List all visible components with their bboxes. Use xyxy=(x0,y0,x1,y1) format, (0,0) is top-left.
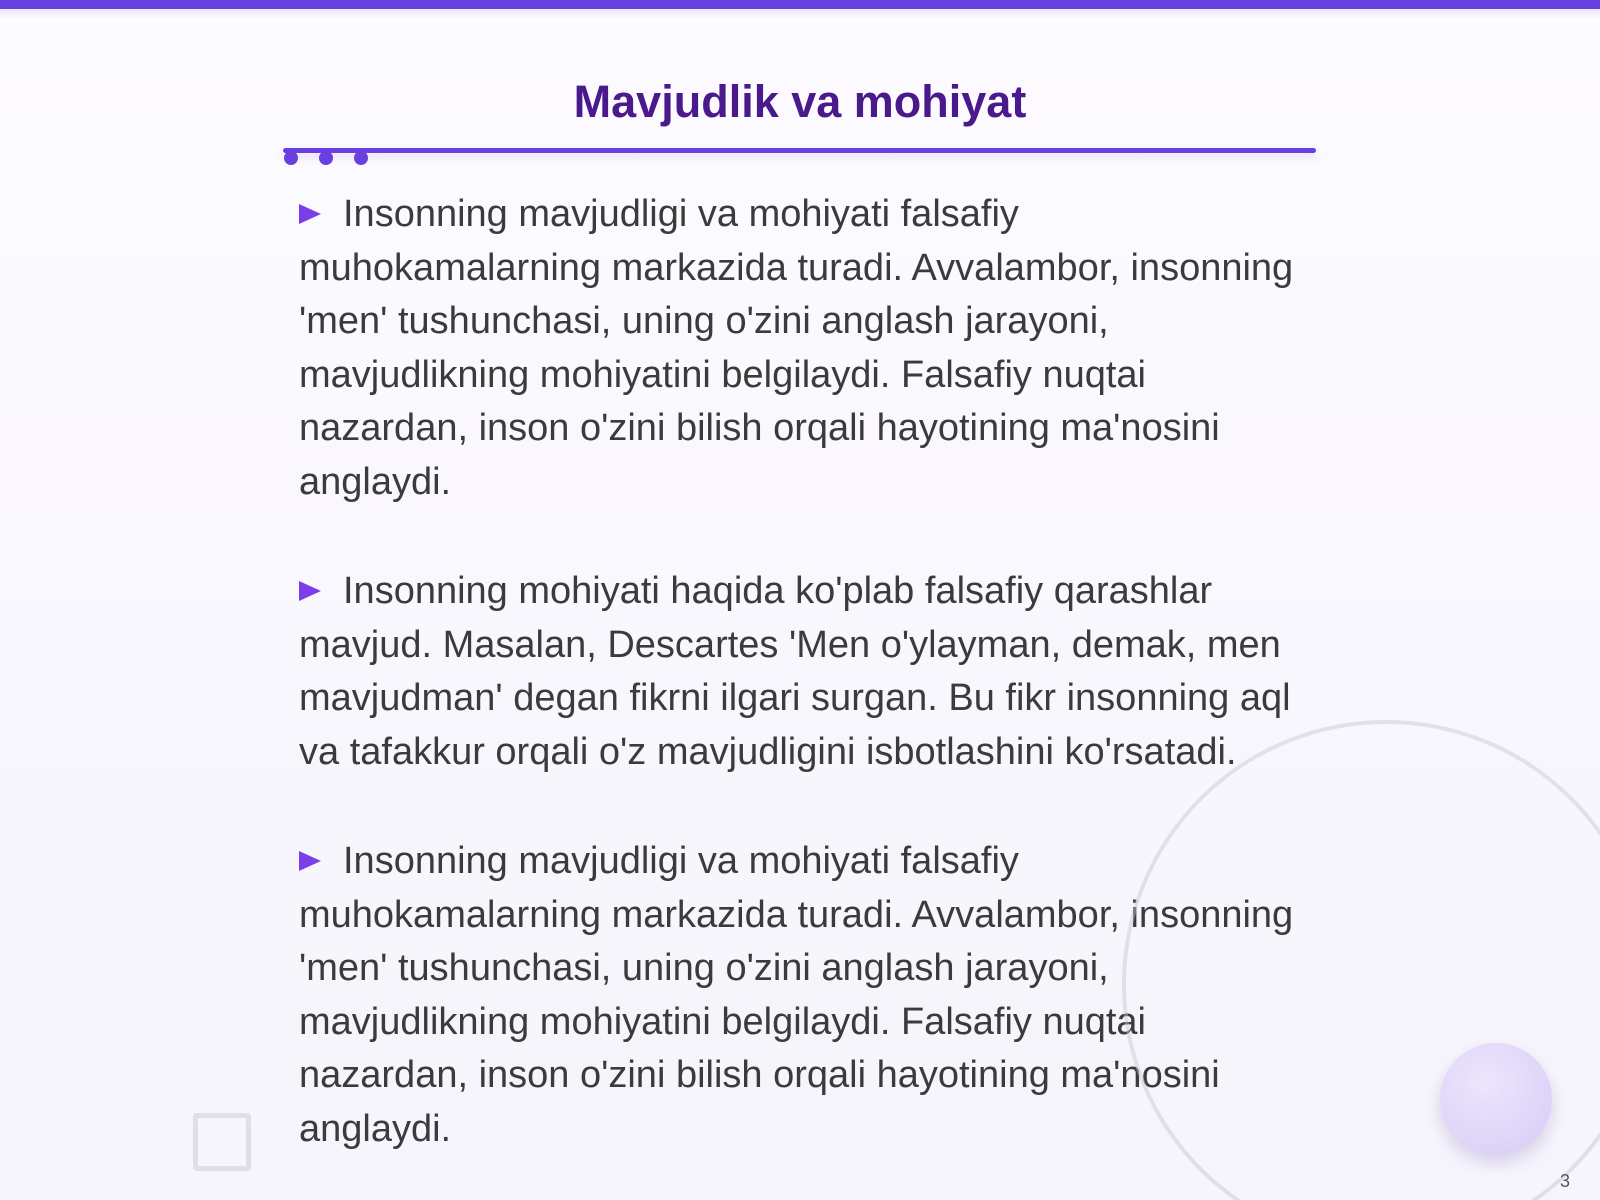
decorative-dot xyxy=(284,151,298,165)
decorative-dot xyxy=(354,151,368,165)
triangle-right-icon xyxy=(299,851,321,871)
title-underline xyxy=(283,148,1316,153)
triangle-right-icon xyxy=(299,581,321,601)
paragraph-text: Insonning mavjudligi va mohiyati falsafiy muhokamalarning markazida turadi. Avvalambor, insonning 'men' tushunchasi, uning o'zini anglash jarayoni, mavjudlikning mohiyatini belgilaydi. Falsafiy nuqtai nazardan, inson o'zini bilish orqali hayotining ma'nosini anglaydi. xyxy=(299,193,1294,503)
paragraph-text: Insonning mohiyati haqida ko'plab falsafiy qarashlar mavjud. Masalan, Descartes 'Men o'ylayman, demak, men mavjudman' degan fikrni ilgari surgan. Bu fikr insonning aql va tafakkur orqali o'z mavjudligini isbotlashini ko'rsatadi. xyxy=(299,570,1291,773)
bullet-paragraph xyxy=(299,565,1299,779)
slide-title: Mavjudlik va mohiyat xyxy=(573,76,1027,127)
triangle-right-icon xyxy=(299,204,321,224)
decorative-square xyxy=(193,1113,251,1171)
top-accent-shadow xyxy=(0,9,1600,19)
paragraph-text: Insonning mavjudligi va mohiyati falsafiy muhokamalarning markazida turadi. Avvalambor, insonning 'men' tushunchasi, uning o'zini anglash jarayoni, mavjudlikning mohiyatini belgilaydi. Falsafiy nuqtai nazardan, inson o'zini bilish orqali hayotining ma'nosini anglaydi. xyxy=(299,840,1294,1150)
bullet-paragraph xyxy=(299,188,1299,509)
top-accent-bar xyxy=(0,0,1600,9)
decorative-circle xyxy=(1440,1043,1552,1155)
page-number: 3 xyxy=(1559,1171,1570,1191)
decorative-dot xyxy=(319,151,333,165)
